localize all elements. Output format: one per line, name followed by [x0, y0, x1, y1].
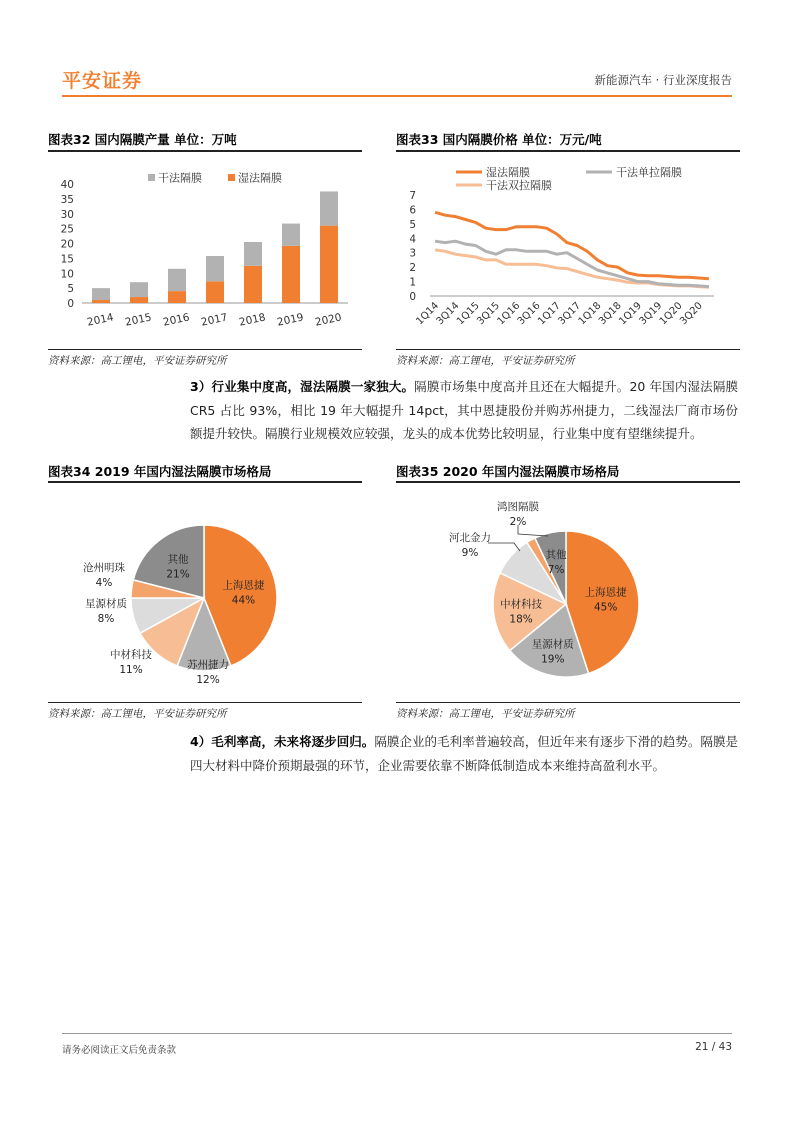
- page-number: 21 / 43: [695, 1041, 732, 1053]
- y-tick-label: 4: [409, 233, 416, 246]
- bar-湿法隔膜-2018: [244, 266, 262, 303]
- x-tick-label: 3Q14: [434, 300, 462, 328]
- pie-label-其他: 其他: [167, 553, 189, 566]
- bar-湿法隔膜-2016: [168, 291, 186, 303]
- legend-swatch-0: [148, 174, 155, 181]
- x-tick-label: 2017: [200, 311, 229, 329]
- x-tick-label: 1Q17: [536, 300, 563, 328]
- x-tick-label: 2014: [86, 311, 115, 329]
- bar-干法隔膜-2019: [282, 224, 300, 246]
- bar-干法隔膜-2020: [320, 191, 338, 225]
- x-tick-label: 1Q18: [576, 300, 604, 328]
- x-tick-label: 2020: [314, 311, 343, 329]
- pie-pct-中材科技: 11%: [119, 664, 143, 676]
- y-tick-label: 1: [409, 276, 416, 289]
- footer-divider: [62, 1033, 732, 1034]
- legend-label-0: 干法隔膜: [158, 171, 202, 185]
- brand-logo: 平安证券: [62, 70, 143, 92]
- paragraph-gross-margin: [190, 730, 738, 777]
- fig35-title: 图表35 2020 年国内湿法隔膜市场格局: [396, 464, 620, 479]
- series-line-干法单拉隔膜: [435, 241, 709, 286]
- report-type: 新能源汽车 · 行业深度报告: [594, 73, 732, 87]
- pie-label-鸿图隔膜: 鸿图隔膜: [497, 501, 539, 513]
- fig34-title: 图表34 2019 年国内湿法隔膜市场格局: [48, 464, 272, 479]
- legend-label-1: 干法单拉隔膜: [616, 166, 682, 179]
- y-tick-label: 2: [409, 262, 416, 275]
- y-tick-label: 20: [60, 238, 74, 251]
- pie-pct-其他: 21%: [166, 568, 190, 581]
- paragraph-concentration-lead: 3）行业集中度高，湿法隔膜一家独大。: [190, 379, 415, 394]
- bar-湿法隔膜-2015: [130, 297, 148, 303]
- fig35-bottom-rule: [396, 702, 740, 703]
- fig34-bottom-rule: [48, 702, 362, 703]
- legend-label-2: 干法双拉隔膜: [486, 179, 552, 192]
- y-tick-label: 5: [67, 283, 74, 296]
- x-tick-label: 1Q14: [414, 300, 442, 328]
- pie-label-苏州捷力: 苏州捷力: [187, 659, 229, 671]
- fig33-line-chart: [396, 162, 740, 342]
- legend-label-0: 湿法隔膜: [486, 166, 530, 179]
- x-tick-label: 3Q15: [475, 300, 503, 328]
- x-tick-label: 3Q17: [556, 300, 584, 328]
- y-tick-label: 5: [409, 218, 416, 231]
- y-tick-label: 0: [409, 291, 416, 303]
- pie-pct-中材科技: 18%: [509, 613, 533, 626]
- pie-label-上海恩捷: 上海恩捷: [222, 579, 265, 592]
- pie-pct-苏州捷力: 12%: [196, 674, 220, 686]
- legend-label-1: 湿法隔膜: [238, 171, 282, 185]
- bar-湿法隔膜-2014: [92, 300, 110, 303]
- paragraph-gross-margin-lead: 4）毛利率高，未来将逐步回归。: [190, 734, 375, 749]
- x-tick-label: 3Q18: [596, 300, 624, 328]
- bar-干法隔膜-2018: [244, 242, 262, 266]
- pie-label-星源材质: 星源材质: [531, 638, 574, 651]
- x-tick-label: 2018: [238, 311, 267, 329]
- y-tick-label: 0: [67, 298, 74, 310]
- x-tick-label: 3Q19: [637, 300, 665, 328]
- fig32-bottom-rule: [48, 349, 362, 350]
- y-tick-label: 15: [60, 253, 74, 266]
- fig32-bar-chart: [48, 162, 362, 342]
- pie-pct-上海恩捷: 45%: [593, 601, 618, 614]
- bar-湿法隔膜-2020: [320, 226, 338, 303]
- paragraph-concentration: [190, 375, 738, 446]
- fig33-source: 资料来源：高工锂电，平安证券研究所: [396, 355, 575, 367]
- y-tick-label: 30: [60, 208, 74, 221]
- header-divider: [62, 95, 732, 97]
- y-tick-label: 10: [60, 268, 74, 281]
- pie-label-星源材质: 星源材质: [85, 598, 127, 610]
- fig35-source: 资料来源：高工锂电，平安证券研究所: [396, 708, 575, 720]
- pie-label-河北金力: 河北金力: [449, 532, 491, 544]
- pie-label-其他: 其他: [545, 548, 567, 561]
- y-tick-label: 40: [60, 179, 74, 191]
- pie-label-上海恩捷: 上海恩捷: [584, 586, 627, 599]
- paragraph-gross-margin-body: 隔膜企业的毛利率普遍较高，但近年来有逐步下滑的趋势。隔膜是四大材料中降价预期最强的环节，企业需要依靠不断降低制造成本来维持高盈利水平。: [190, 734, 738, 773]
- y-tick-label: 7: [409, 190, 416, 202]
- fig34-source: 资料来源：高工锂电，平安证券研究所: [48, 708, 227, 720]
- bar-干法隔膜-2015: [130, 282, 148, 297]
- fig32-top-rule: [48, 150, 362, 152]
- bar-湿法隔膜-2017: [206, 281, 224, 303]
- pie-pct-其他: 7%: [547, 563, 565, 576]
- fig33-bottom-rule: [396, 349, 740, 350]
- bar-干法隔膜-2014: [92, 288, 110, 300]
- pie-pct-星源材质: 19%: [541, 653, 565, 666]
- pie-pct-鸿图隔膜: 2%: [509, 516, 527, 528]
- fig33-title: 图表33 国内隔膜价格 单位：万元/吨: [396, 132, 602, 147]
- fig33-top-rule: [396, 150, 740, 152]
- fig35-pie-chart: [396, 488, 740, 700]
- pie-pct-沧州明珠: 4%: [95, 577, 113, 589]
- x-tick-label: 1Q16: [495, 300, 523, 328]
- bar-干法隔膜-2017: [206, 256, 224, 281]
- x-tick-label: 3Q16: [515, 300, 543, 328]
- fig32-title: 图表32 国内隔膜产量 单位：万吨: [48, 132, 237, 147]
- pie-label-沧州明珠: 沧州明珠: [83, 562, 125, 574]
- footer-disclaimer: 请务必阅读正文后免责条款: [62, 1045, 177, 1056]
- x-tick-label: 2019: [276, 311, 305, 329]
- pie-label-中材科技: 中材科技: [110, 649, 152, 661]
- fig35-top-rule: [396, 481, 740, 483]
- pie-pct-河北金力: 9%: [461, 547, 479, 559]
- paragraph-concentration-body: 隔膜市场集中度高并且还在大幅提升。20 年国内湿法隔膜 CR5 占比 93%，相比 19 年大幅提升 14pct，其中恩捷股份并购苏州捷力，二线湿法厂商市场份额提升较快。隔膜行业规模效应较强，龙头的成本优势比较明显，行业集中度有望继续提升。: [190, 379, 738, 441]
- x-tick-label: 1Q19: [617, 300, 645, 328]
- y-tick-label: 35: [60, 193, 74, 206]
- pie-pct-星源材质: 8%: [97, 613, 115, 625]
- x-tick-label: 2016: [162, 311, 191, 329]
- fig34-pie-chart: [48, 488, 362, 700]
- legend-swatch-1: [228, 174, 235, 181]
- fig34-top-rule: [48, 481, 362, 483]
- x-tick-label: 2015: [124, 311, 153, 329]
- x-tick-label: 1Q15: [454, 300, 482, 328]
- x-tick-label: 3Q20: [678, 300, 705, 328]
- bar-干法隔膜-2016: [168, 269, 186, 291]
- bar-湿法隔膜-2019: [282, 246, 300, 303]
- pie-leader-河北金力: [488, 543, 520, 551]
- fig32-source: 资料来源：高工锂电，平安证券研究所: [48, 355, 227, 367]
- pie-pct-上海恩捷: 44%: [231, 594, 256, 607]
- x-tick-label: 1Q20: [657, 300, 685, 328]
- y-tick-label: 6: [409, 204, 416, 217]
- pie-label-中材科技: 中材科技: [500, 598, 543, 611]
- y-tick-label: 25: [60, 223, 74, 236]
- y-tick-label: 3: [409, 247, 416, 260]
